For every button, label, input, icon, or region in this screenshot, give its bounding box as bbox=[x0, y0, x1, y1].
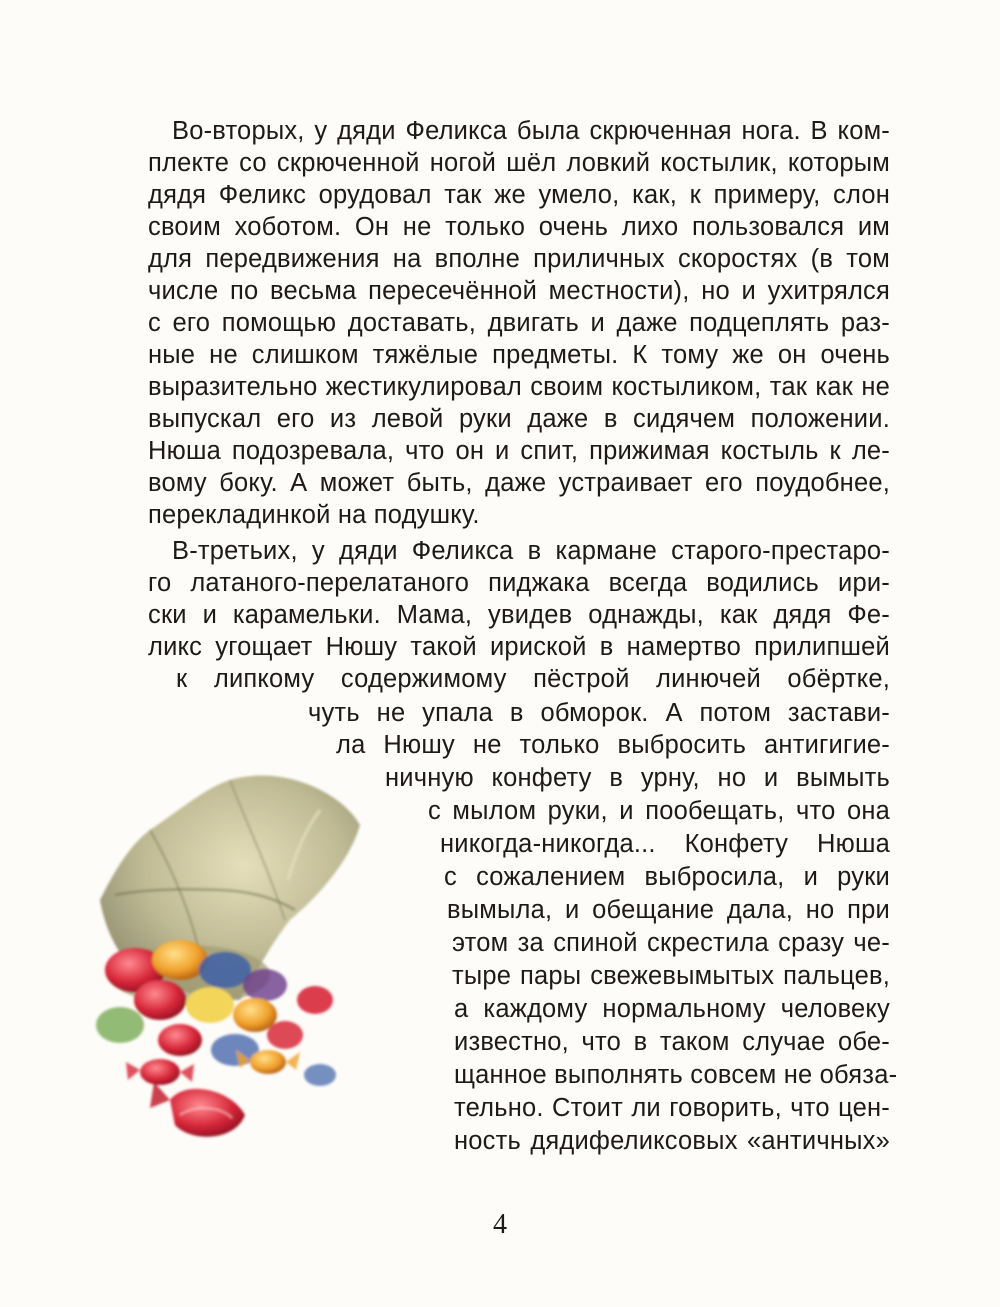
text-line: ла Нюшу не только выбросить антигигие- bbox=[336, 731, 890, 759]
text-line: плекте со скрюченной ногой шёл ловкий костылик, которым bbox=[148, 149, 890, 177]
text-line: с мылом руки, и пообещать, что она bbox=[428, 797, 890, 825]
text-line: ные не слишком тяжёлые предметы. К тому же он очень bbox=[148, 341, 890, 369]
text-line: ность дядифеликсовых «античных» bbox=[454, 1127, 890, 1155]
text-line: известно, что в таком случае обе- bbox=[454, 1028, 890, 1056]
candy bbox=[186, 987, 234, 1023]
text-line: выразительно жестикулировал своим костыликом, так как не bbox=[148, 373, 890, 401]
candy bbox=[297, 986, 333, 1014]
candies bbox=[96, 940, 336, 1137]
text-line: своим хоботом. Он не только очень лихо пользовался им bbox=[148, 213, 890, 241]
candy bbox=[267, 1021, 303, 1049]
candy bbox=[250, 1050, 286, 1074]
text-line: перекладинкой на подушку. bbox=[148, 501, 480, 529]
text-line: Нюша подозревала, что он и спит, прижимая костыль к ле- bbox=[148, 437, 890, 465]
text-line: Во-вторых, у дяди Феликса была скрюченная нога. В ком- bbox=[172, 117, 890, 145]
candy bbox=[158, 1024, 202, 1056]
candy bbox=[304, 1064, 336, 1086]
text-line: никогда-никогда... Конфету Нюша bbox=[440, 830, 890, 858]
candy bbox=[96, 1007, 144, 1043]
text-line: чуть не упала в обморок. А потом застави- bbox=[308, 699, 890, 727]
text-line: а каждому нормальному человеку bbox=[454, 995, 890, 1023]
candy bbox=[199, 952, 251, 988]
text-line: дядя Феликс орудовал так же умело, как, к примеру, слон bbox=[148, 181, 890, 209]
text-line: этом за спиной скрестила сразу че- bbox=[452, 929, 890, 957]
text-line: ски и карамельки. Мама, увидев однажды, как дядя Фе- bbox=[148, 601, 890, 629]
text-line: го латаного-перелатаного пиджака всегда водились ири- bbox=[148, 569, 890, 597]
text-line: ничную конфету в урну, но и вымыть bbox=[385, 764, 890, 792]
text-line: выпускал его из левой руки даже в сидячем положении. bbox=[148, 405, 890, 433]
text-line: вому боку. А может быть, даже устраивает его поудобнее, bbox=[148, 469, 890, 497]
text-line: тыре пары свежевымытых пальцев, bbox=[452, 962, 890, 990]
text-line: вымыла, и обещание дала, но при bbox=[447, 896, 890, 924]
candy bbox=[140, 1059, 180, 1085]
page-number: 4 bbox=[493, 1209, 507, 1240]
text-line: тельно. Стоит ли говорить, что цен- bbox=[454, 1094, 890, 1122]
text-line: ликс угощает Нюшу такой ириской в намертво прилипшей bbox=[148, 633, 890, 661]
text-line: с его помощью доставать, двигать и даже подцеплять раз- bbox=[148, 309, 890, 337]
candy bbox=[152, 940, 208, 980]
text-line: для передвижения на вполне приличных скоростях (в том bbox=[148, 245, 890, 273]
candy-cornucopia-icon bbox=[20, 770, 460, 1200]
text-line: В-третьих, у дяди Феликса в кармане старого-престаро- bbox=[172, 537, 890, 565]
candy bbox=[134, 980, 186, 1020]
text-line: щанное выполнять совсем не обяза- bbox=[454, 1061, 898, 1089]
text-line: числе по весьма пересечённой местности), но и ухитрялся bbox=[148, 277, 890, 305]
text-line: с сожалением выбросила, и руки bbox=[444, 863, 890, 891]
text-line: к липкому содержимому пёстрой линючей обёртке, bbox=[176, 665, 890, 693]
candy bbox=[243, 969, 287, 1001]
candy bbox=[170, 1089, 245, 1137]
